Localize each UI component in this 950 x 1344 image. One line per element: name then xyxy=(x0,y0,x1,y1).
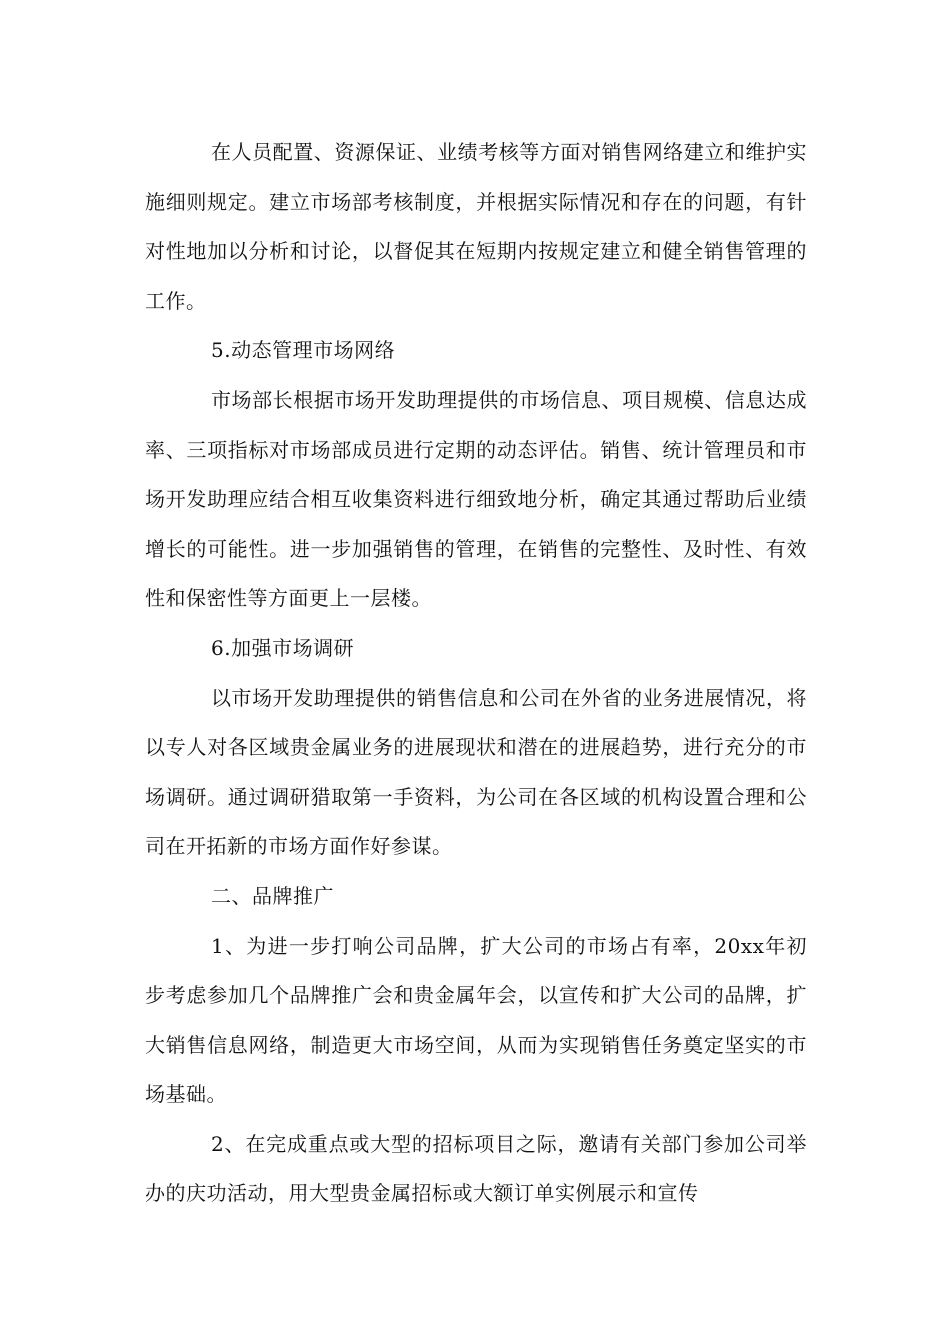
paragraph-market-research: 以市场开发助理提供的销售信息和公司在外省的业务进展情况，将以专人对各区域贵金属业务的进展现状和潜在的进展趋势，进行充分的市场调研。通过调研猎取第一手资料，为公司在各区域的机构设置合理和公司在开拓新的市场方面作好参谋。 xyxy=(145,685,807,859)
document-body xyxy=(145,128,807,1219)
section-heading-brand-promotion: 二、品牌推广 xyxy=(211,883,334,908)
paragraph-network-rules: 在人员配置、资源保证、业绩考核等方面对销售网络建立和维护实施细则规定。建立市场部考核制度，并根据实际情况和存在的问题，有针对性地加以分析和讨论，以督促其在短期内按规定建立和健全销售管理的工作。 xyxy=(145,140,807,313)
paragraph-dynamic-evaluation: 市场部长根据市场开发助理提供的市场信息、项目规模、信息达成率、三项指标对市场部成员进行定期的动态评估。销售、统计管理员和市场开发助理应结合相互收集资料进行细致地分析，确定其通过帮助后业绩增长的可能性。进一步加强销售的管理，在销售的完整性、及时性、有效性和保密性等方面更上一层楼。 xyxy=(145,387,807,611)
paragraph-brand-item-1: 1、为进一步打响公司品牌，扩大公司的市场占有率，20xx年初步考虑参加几个品牌推广会和贵金属年会，以宣传和扩大公司的品牌，扩大销售信息网络，制造更大市场空间，从而为实现销售任务奠定坚实的市场基础。 xyxy=(145,933,807,1107)
section-heading-dynamic-management: 5.动态管理市场网络 xyxy=(211,338,396,363)
paragraph-brand-item-2: 2、在完成重点或大型的招标项目之际，邀请有关部门参加公司举办的庆功活动，用大型贵金属招标或大额订单实例展示和宣传 xyxy=(145,1131,807,1206)
section-heading-market-research: 6.加强市场调研 xyxy=(211,635,355,660)
